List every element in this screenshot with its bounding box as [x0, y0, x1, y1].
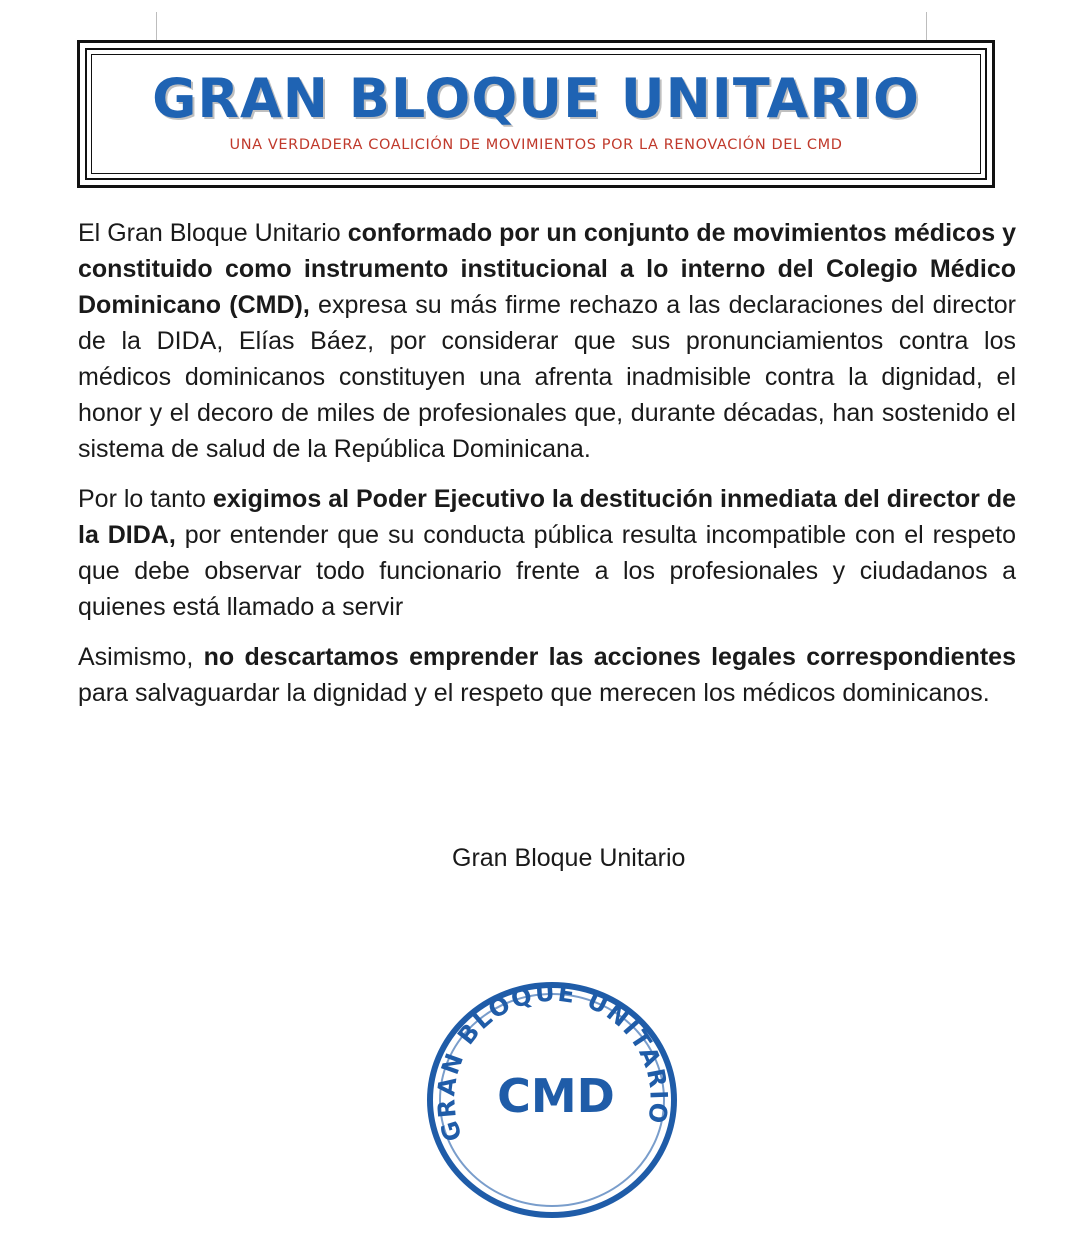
- p1-text-1: El Gran Bloque Unitario: [78, 219, 348, 247]
- letterhead-title: GRAN BLOQUE UNITARIO: [152, 67, 920, 130]
- letterhead-core: [91, 54, 981, 174]
- p3-emphasis: no descartamos emprender las acciones legales correspondientes: [203, 643, 1016, 671]
- signature-line: Gran Bloque Unitario: [452, 844, 686, 872]
- statement-body: [78, 215, 1016, 725]
- organization-seal: [420, 975, 684, 1225]
- p1-text-2: expresa su más firme rechazo a las declaraciones del director de la DIDA, Elías Báez, por considerar que sus pronunciamientos contra los médicos dominicanos constituyen una afrenta inadmisible contra la dignidad, el honor y el decoro de miles de profesionales que, durante décadas, han sostenido el sistema de salud de la República Dominicana.: [78, 291, 1016, 463]
- p3-text-2: para salvaguardar la dignidad y el respeto que merecen los médicos dominicanos.: [78, 679, 990, 707]
- paragraph-1: [78, 215, 1016, 467]
- p2-text-1: Por lo tanto: [78, 485, 213, 513]
- p2-text-2: por entender que su conducta pública resulta incompatible con el respeto que debe observar todo funcionario frente a los profesionales y ciudadanos a quienes está llamado a servir: [78, 521, 1016, 621]
- p2-emphasis: exigimos al Poder Ejecutivo la destitución inmediata del director de la DIDA,: [78, 485, 1016, 549]
- letterhead-frame: [77, 40, 995, 188]
- letterhead-inner-frame: [85, 48, 987, 180]
- p3-text-1: Asimismo,: [78, 643, 204, 671]
- letterhead-subtitle: UNA VERDADERA COALICIÓN DE MOVIMIENTOS POR LA RENOVACIÓN DEL CMD: [229, 137, 843, 153]
- paragraph-3: [78, 639, 1016, 711]
- paragraph-2: [78, 481, 1016, 625]
- p1-emphasis: conformado por un conjunto de movimientos médicos y constituido como instrumento institucional a lo interno del Colegio Médico Dominicano (CMD),: [78, 219, 1016, 319]
- left-margin-marker: [156, 12, 157, 42]
- seal-ring-textpath: GRAN BLOQUE UNITARIO: [432, 978, 673, 1145]
- right-margin-marker: [926, 12, 927, 42]
- seal-center-text: CMD: [497, 1069, 615, 1123]
